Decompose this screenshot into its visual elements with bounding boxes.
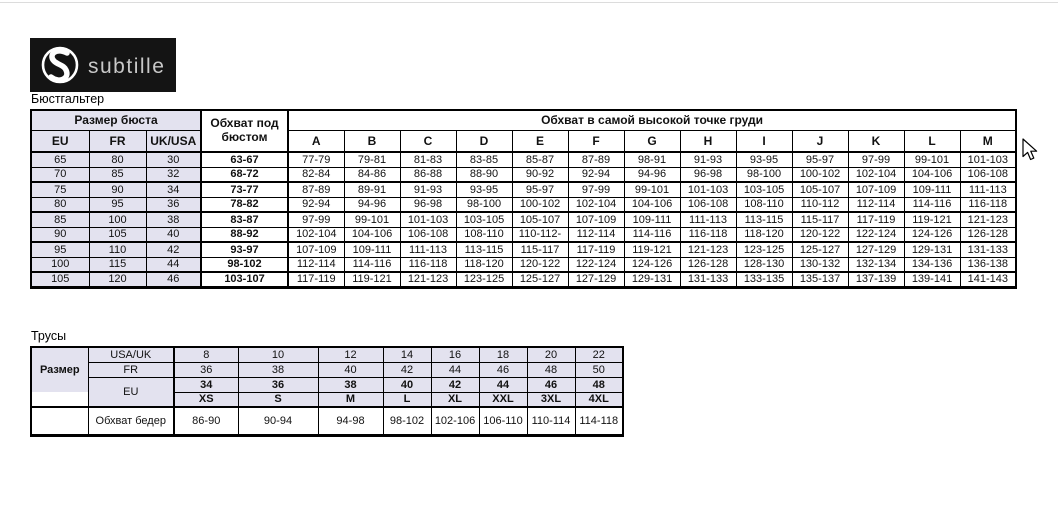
fr-size-cell: 48 [527,362,575,377]
bust-size-group-header: Размер бюста [31,110,201,130]
bust-range-cell: 92-94 [568,167,624,182]
bust-range-cell: 82-84 [288,167,344,182]
bust-range-cell: 97-99 [568,182,624,197]
uk-size-cell: 40 [146,227,201,242]
uk-size-cell: 32 [146,167,201,182]
hips-range-cell: 110-114 [527,407,575,435]
bust-range-cell: 87-89 [568,152,624,167]
bust-range-cell: 115-117 [512,242,568,257]
bust-range-cell: 116-118 [680,227,736,242]
bust-range-cell: 98-100 [456,197,512,212]
usauk-size-cell: 12 [318,347,383,362]
panties-size-table [30,346,624,437]
bust-range-cell: 110-112 [792,197,848,212]
bust-range-cell: 99-101 [904,152,960,167]
size-row-label: Размер [31,347,88,392]
bust-range-cell: 95-97 [512,182,568,197]
eu-letter-size-cell: L [383,392,431,407]
bust-range-cell: 126-128 [960,227,1016,242]
bust-range-cell: 96-98 [400,197,456,212]
bust-range-cell: 117-119 [568,242,624,257]
bust-range-cell: 92-94 [288,197,344,212]
uk-size-cell: 38 [146,212,201,227]
bust-range-cell: 112-114 [848,197,904,212]
eu-num-size-cell: 48 [575,377,623,392]
fr-size-cell: 46 [479,362,527,377]
blank-cell [31,407,88,435]
eu-num-size-cell: 42 [431,377,479,392]
bra-table-row [31,227,1016,242]
fr-system-label: FR [88,362,174,377]
bust-range-cell: 106-108 [400,227,456,242]
eu-letter-size-cell: XS [174,392,238,407]
fr-size-cell: 95 [89,197,146,212]
bust-range-cell: 120-122 [792,227,848,242]
bust-range-cell: 98-100 [736,167,792,182]
hips-range-cell: 86-90 [174,407,238,435]
bust-range-cell: 113-115 [736,212,792,227]
cup-column-header: D [456,130,512,152]
fr-size-cell: 85 [89,167,146,182]
panties-fr-row [31,362,623,377]
bust-range-cell: 106-108 [680,197,736,212]
panties-section-label: Трусы [31,329,67,343]
bust-range-cell: 119-121 [624,242,680,257]
underbust-range-cell: 78-82 [201,197,288,212]
bust-range-cell: 126-128 [680,257,736,272]
bra-header-row-2 [31,130,1016,152]
cup-column-header: J [792,130,848,152]
cup-column-header: A [288,130,344,152]
bust-range-cell: 139-141 [904,272,960,287]
bust-range-cell: 107-109 [288,242,344,257]
panties-hips-row [31,407,623,435]
usauk-size-cell: 8 [174,347,238,362]
cup-column-header: F [568,130,624,152]
eu-size-cell: 80 [31,197,89,212]
eu-letter-size-cell: XXL [479,392,527,407]
bust-range-cell: 117-119 [848,212,904,227]
cup-column-header: C [400,130,456,152]
fr-size-cell: 115 [89,257,146,272]
fr-size-cell: 105 [89,227,146,242]
cup-column-header: I [736,130,792,152]
cup-column-header: E [512,130,568,152]
eu-num-size-cell: 46 [527,377,575,392]
bra-table-body [31,152,1016,287]
bust-range-cell: 131-133 [960,242,1016,257]
bra-header-row-1 [31,110,1016,130]
eu-size-cell: 90 [31,227,89,242]
fr-size-cell: 100 [89,212,146,227]
bust-range-cell: 94-96 [624,167,680,182]
hips-range-cell: 114-118 [575,407,623,435]
underbust-range-cell: 83-87 [201,212,288,227]
hips-range-cell: 106-110 [479,407,527,435]
bust-range-cell: 114-116 [344,257,400,272]
bust-range-cell: 118-120 [456,257,512,272]
fr-size-cell: 36 [174,362,238,377]
bust-range-cell: 84-86 [344,167,400,182]
bra-table-row [31,272,1016,287]
underbust-range-cell: 63-67 [201,152,288,167]
hips-row-label: Обхват бедер [88,407,174,435]
eu-size-cell: 85 [31,212,89,227]
eu-num-size-cell: 34 [174,377,238,392]
bust-range-cell: 88-90 [456,167,512,182]
logo-brand-text: subtille [88,55,166,78]
bust-range-cell: 129-131 [624,272,680,287]
usauk-size-cell: 18 [479,347,527,362]
bust-range-cell: 133-135 [736,272,792,287]
uk-size-cell: 30 [146,152,201,167]
fr-size-cell: 50 [575,362,623,377]
usauk-size-cell: 20 [527,347,575,362]
bust-range-cell: 105-107 [512,212,568,227]
bust-range-cell: 107-109 [568,212,624,227]
bust-range-cell: 124-126 [624,257,680,272]
fr-size-cell: 120 [89,272,146,287]
bust-range-cell: 101-103 [680,182,736,197]
usauk-system-label: USA/UK [88,347,174,362]
bust-range-cell: 135-137 [792,272,848,287]
bust-range-cell: 115-117 [792,212,848,227]
bust-range-cell: 111-113 [960,182,1016,197]
bust-range-cell: 122-124 [568,257,624,272]
bust-range-cell: 112-114 [288,257,344,272]
subtille-logo [30,38,176,92]
bust-range-cell: 89-91 [344,182,400,197]
bust-range-cell: 86-88 [400,167,456,182]
bust-range-cell: 103-105 [456,212,512,227]
bust-range-cell: 100-102 [792,167,848,182]
bust-range-cell: 134-136 [904,257,960,272]
cup-column-header: M [960,130,1016,152]
bra-table-row [31,182,1016,197]
bust-range-cell: 102-104 [848,167,904,182]
bust-range-cell: 99-101 [624,182,680,197]
uk-size-cell: 34 [146,182,201,197]
bust-range-cell: 87-89 [288,182,344,197]
bust-range-cell: 103-105 [736,182,792,197]
bust-range-cell: 102-104 [568,197,624,212]
eu-letter-size-cell: S [238,392,318,407]
bust-range-cell: 128-130 [736,257,792,272]
bra-table-row [31,257,1016,272]
eu-letter-size-cell: M [318,392,383,407]
bust-range-cell: 97-99 [848,152,904,167]
eu-size-cell: 100 [31,257,89,272]
underbust-range-cell: 103-107 [201,272,288,287]
cup-column-header: L [904,130,960,152]
eu-letter-size-cell: 4XL [575,392,623,407]
bust-range-cell: 111-113 [680,212,736,227]
bust-range-cell: 105-107 [792,182,848,197]
bust-range-cell: 131-133 [680,272,736,287]
bust-range-cell: 116-118 [400,257,456,272]
eu-size-cell: 105 [31,272,89,287]
fr-column-header: FR [89,130,146,152]
bust-range-cell: 77-79 [288,152,344,167]
bust-range-cell: 130-132 [792,257,848,272]
cup-column-header: K [848,130,904,152]
usauk-size-cell: 14 [383,347,431,362]
bust-range-cell: 96-98 [680,167,736,182]
bra-table-row [31,212,1016,227]
bust-range-cell: 91-93 [680,152,736,167]
bust-range-cell: 79-81 [344,152,400,167]
eu-num-size-cell: 36 [238,377,318,392]
eu-letter-size-cell: 3XL [527,392,575,407]
bust-range-cell: 98-91 [624,152,680,167]
blank-cell [31,392,88,407]
bust-range-cell: 109-111 [904,182,960,197]
bust-range-cell: 121-123 [960,212,1016,227]
bust-range-cell: 123-125 [736,242,792,257]
fr-size-cell: 80 [89,152,146,167]
bust-range-cell: 99-101 [344,212,400,227]
fr-size-cell: 110 [89,242,146,257]
bust-range-cell: 85-87 [512,152,568,167]
window-top-edge [0,2,1058,3]
eu-num-size-cell: 38 [318,377,383,392]
bust-range-cell: 93-95 [456,182,512,197]
fr-size-cell: 38 [238,362,318,377]
bust-range-cell: 111-113 [400,242,456,257]
underbust-range-cell: 73-77 [201,182,288,197]
usauk-size-cell: 16 [431,347,479,362]
bust-range-cell: 100-102 [512,197,568,212]
bust-range-cell: 109-111 [344,242,400,257]
hips-range-cell: 102-106 [431,407,479,435]
underbust-range-cell: 68-72 [201,167,288,182]
bust-range-cell: 107-109 [848,182,904,197]
bust-range-cell: 127-129 [568,272,624,287]
eu-size-cell: 75 [31,182,89,197]
bust-range-cell: 102-104 [288,227,344,242]
bust-range-cell: 141-143 [960,272,1016,287]
bust-range-cell: 112-114 [568,227,624,242]
bust-measure-group-header: Обхват в самой высокой точке груди [288,110,1016,130]
bust-range-cell: 116-118 [960,197,1016,212]
bust-range-cell: 132-134 [848,257,904,272]
bust-range-cell: 104-106 [904,167,960,182]
bust-range-cell: 109-111 [624,212,680,227]
eu-size-cell: 65 [31,152,89,167]
cup-column-header: G [624,130,680,152]
bust-range-cell: 122-124 [848,227,904,242]
bust-range-cell: 125-127 [792,242,848,257]
bra-table-row [31,242,1016,257]
bust-range-cell: 120-122 [512,257,568,272]
uk-size-cell: 46 [146,272,201,287]
eu-system-label: EU [88,377,174,407]
bra-size-table [30,109,1017,289]
eu-size-cell: 95 [31,242,89,257]
panties-eu-num-row [31,377,623,392]
bust-range-cell: 119-121 [904,212,960,227]
bust-range-cell: 97-99 [288,212,344,227]
bust-range-cell: 108-110 [456,227,512,242]
bra-table-row [31,167,1016,182]
bust-range-cell: 123-125 [456,272,512,287]
underbust-range-cell: 88-92 [201,227,288,242]
fr-size-cell: 90 [89,182,146,197]
eu-size-cell: 70 [31,167,89,182]
bust-range-cell: 110-112- [512,227,568,242]
underbust-range-cell: 98-102 [201,257,288,272]
bust-range-cell: 124-126 [904,227,960,242]
bust-range-cell: 137-139 [848,272,904,287]
uk-size-cell: 42 [146,242,201,257]
hips-range-cell: 94-98 [318,407,383,435]
bust-range-cell: 90-92 [512,167,568,182]
bust-range-cell: 108-110 [736,197,792,212]
hips-range-cell: 90-94 [238,407,318,435]
bust-range-cell: 94-96 [344,197,400,212]
eu-letter-size-cell: XL [431,392,479,407]
bust-range-cell: 83-85 [456,152,512,167]
bra-table-row [31,197,1016,212]
eu-num-size-cell: 40 [383,377,431,392]
fr-size-cell: 40 [318,362,383,377]
bust-range-cell: 114-116 [904,197,960,212]
uk-size-cell: 36 [146,197,201,212]
uk-column-header: UK/USA [146,130,201,152]
underbust-range-cell: 93-97 [201,242,288,257]
underbust-column-header: Обхват под бюстом [201,110,288,152]
bust-range-cell: 95-97 [792,152,848,167]
bust-range-cell: 93-95 [736,152,792,167]
bust-range-cell: 91-93 [400,182,456,197]
fr-size-cell: 42 [383,362,431,377]
bust-range-cell: 106-108 [960,167,1016,182]
bra-table-row [31,152,1016,167]
usauk-size-cell: 10 [238,347,318,362]
fr-size-cell: 44 [431,362,479,377]
cup-column-header: B [344,130,400,152]
hips-range-cell: 98-102 [383,407,431,435]
bust-range-cell: 129-131 [904,242,960,257]
eu-column-header: EU [31,130,89,152]
usauk-size-cell: 22 [575,347,623,362]
bust-range-cell: 81-83 [400,152,456,167]
cup-column-header: H [680,130,736,152]
bra-section-label: Бюстгальтер [31,92,105,106]
mouse-cursor-icon [1022,138,1040,162]
panties-usauk-row [31,347,623,362]
uk-size-cell: 44 [146,257,201,272]
eu-num-size-cell: 44 [479,377,527,392]
bust-range-cell: 121-123 [680,242,736,257]
bust-range-cell: 101-103 [400,212,456,227]
bust-range-cell: 119-121 [344,272,400,287]
bust-range-cell: 117-119 [288,272,344,287]
bust-range-cell: 104-106 [624,197,680,212]
bust-range-cell: 118-120 [736,227,792,242]
bust-range-cell: 136-138 [960,257,1016,272]
bust-range-cell: 104-106 [344,227,400,242]
bust-range-cell: 121-123 [400,272,456,287]
bust-range-cell: 125-127 [512,272,568,287]
bust-range-cell: 127-129 [848,242,904,257]
bust-range-cell: 114-116 [624,227,680,242]
bust-range-cell: 101-103 [960,152,1016,167]
bust-range-cell: 113-115 [456,242,512,257]
